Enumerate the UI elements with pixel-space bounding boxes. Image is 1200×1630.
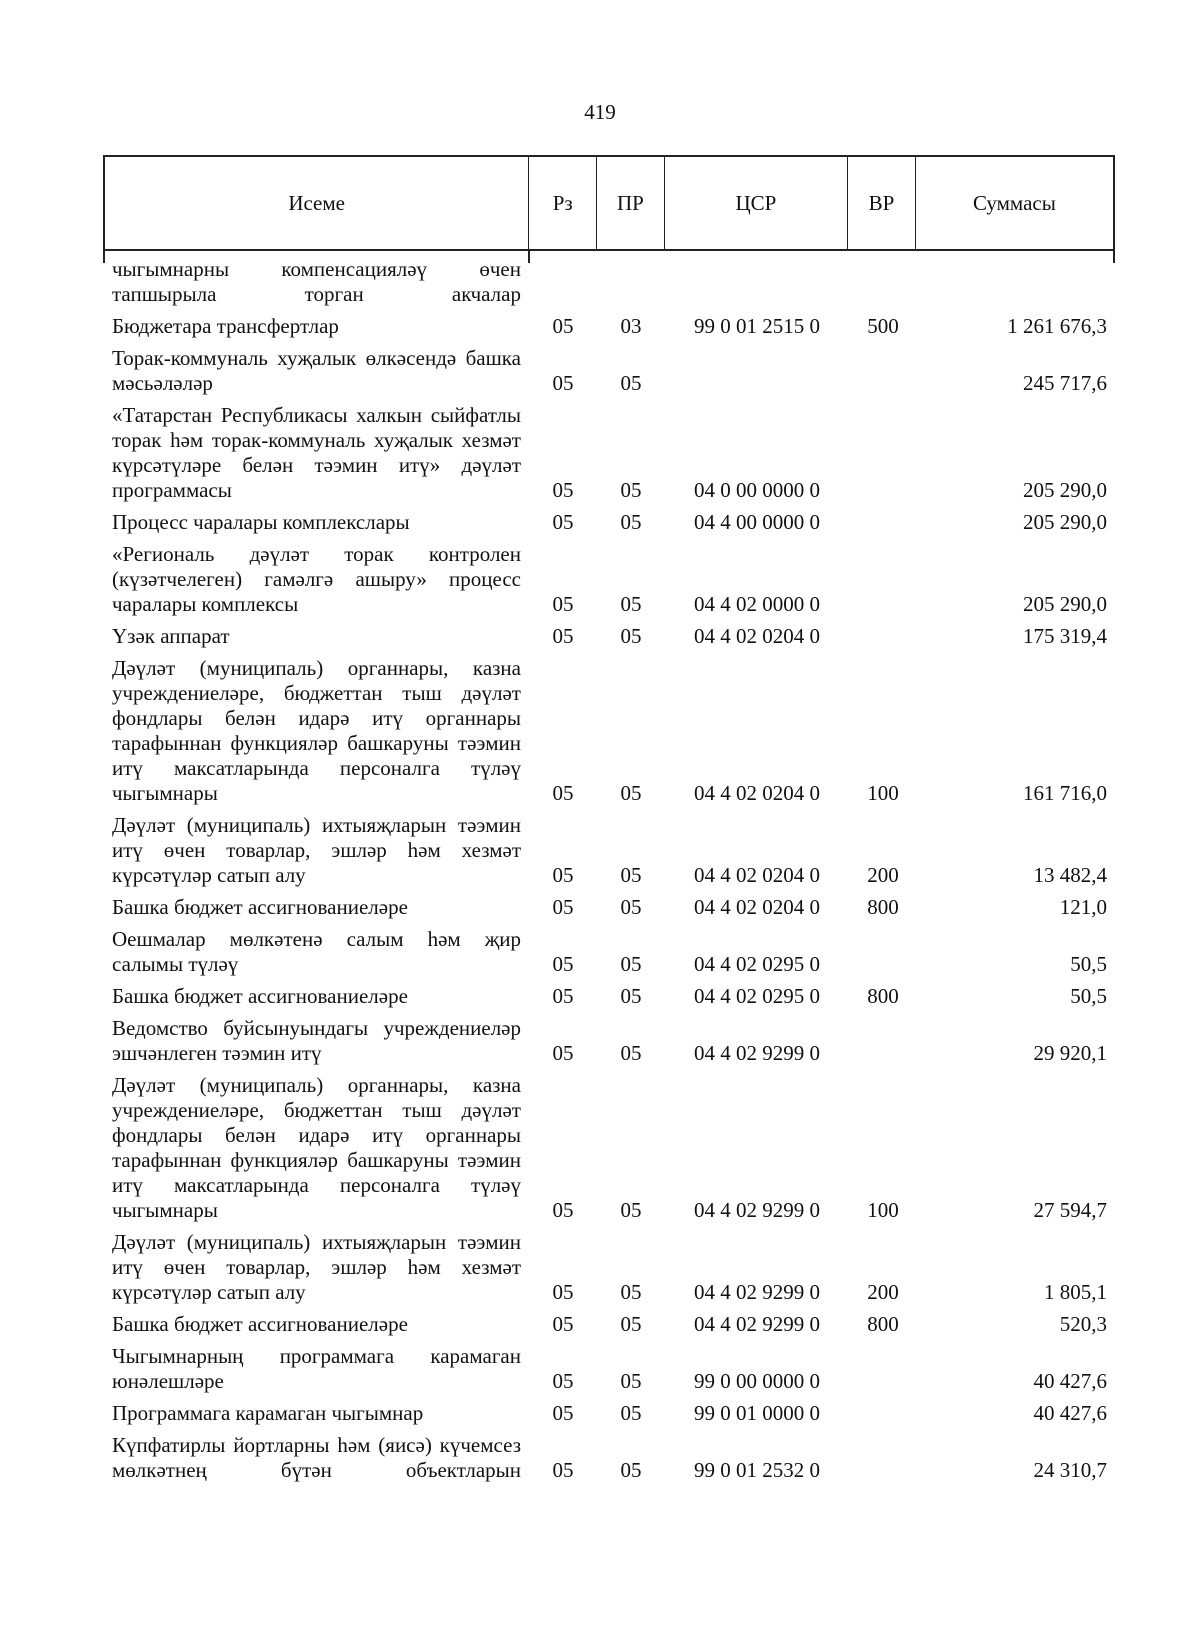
row-sum: 50,5 xyxy=(1070,952,1107,976)
row-rz: 05 xyxy=(552,1369,574,1393)
row-pr: 05 xyxy=(620,1458,642,1482)
row-name: Программага карамаган чыгымнар xyxy=(112,1401,424,1425)
row-sum: 520,3 xyxy=(1059,1312,1107,1336)
row-sum: 13 482,4 xyxy=(1033,863,1107,887)
row-csr: 99 0 01 2532 0 xyxy=(694,1458,820,1482)
table-row xyxy=(103,257,1115,312)
row-vr: 200 xyxy=(867,863,899,887)
row-rz: 05 xyxy=(552,1458,574,1482)
row-sum: 1 261 676,3 xyxy=(1007,314,1107,338)
row-pr: 05 xyxy=(620,895,642,919)
row-pr: 05 xyxy=(620,1041,642,1065)
row-csr: 99 0 01 0000 0 xyxy=(694,1401,820,1425)
table-header xyxy=(103,155,1115,251)
page-number: 419 xyxy=(584,100,616,124)
header-vr: ВР xyxy=(848,157,916,249)
row-vr: 800 xyxy=(867,895,899,919)
row-pr: 05 xyxy=(620,1198,642,1222)
row-name: чыгымнарны компенсацияләү өчен тапшырыла торган акчалар xyxy=(112,257,521,306)
row-name: Күпфатирлы йортларны һәм (яисә) күчемсез мөлкәтнең бүтән объектларын xyxy=(112,1433,521,1482)
row-vr: 100 xyxy=(867,1198,899,1222)
row-csr: 04 4 02 9299 0 xyxy=(694,1198,820,1222)
row-csr: 04 4 02 0000 0 xyxy=(694,592,820,616)
row-pr: 05 xyxy=(620,781,642,805)
row-rz: 05 xyxy=(552,781,574,805)
header-name: Исеме xyxy=(105,157,529,249)
row-name: Башка бюджет ассигнованиеләре xyxy=(112,895,408,919)
row-name: Чыгымнарның программага карамаган юнәлешләре xyxy=(112,1344,521,1393)
table-row xyxy=(103,1399,1115,1431)
row-vr: 800 xyxy=(867,1312,899,1336)
row-name: Процесс чаралары комплекслары xyxy=(112,510,410,534)
row-vr: 200 xyxy=(867,1280,899,1304)
row-rz: 05 xyxy=(552,510,574,534)
row-sum: 205 290,0 xyxy=(1023,478,1107,502)
row-pr: 05 xyxy=(620,1369,642,1393)
row-pr: 05 xyxy=(620,952,642,976)
row-rz: 05 xyxy=(552,1198,574,1222)
row-name: Дәүләт (муниципаль) ихтыяҗларын тәэмин итү өчен товарлар, эшләр һәм хезмәт күрсәтүләр сатып алу xyxy=(112,1230,521,1304)
table-body xyxy=(103,257,1115,1488)
row-rz: 05 xyxy=(552,371,574,395)
row-rz: 05 xyxy=(552,984,574,1008)
row-vr: 800 xyxy=(867,984,899,1008)
header-sum: Суммасы xyxy=(972,190,1056,215)
header-csr: ЦСР xyxy=(665,157,848,249)
row-pr: 05 xyxy=(620,510,642,534)
row-pr: 05 xyxy=(620,863,642,887)
row-pr: 05 xyxy=(620,1401,642,1425)
table-row xyxy=(103,401,1115,508)
row-pr: 05 xyxy=(620,592,642,616)
row-csr: 04 4 02 0295 0 xyxy=(694,984,820,1008)
row-rz: 05 xyxy=(552,314,574,338)
row-sum: 24 310,7 xyxy=(1033,1458,1107,1482)
row-vr: 100 xyxy=(867,781,899,805)
row-rz: 05 xyxy=(552,478,574,502)
row-csr: 99 0 00 0000 0 xyxy=(694,1369,820,1393)
row-rz: 05 xyxy=(552,592,574,616)
row-sum: 40 427,6 xyxy=(1033,1401,1107,1425)
row-csr: 04 4 02 0204 0 xyxy=(694,781,820,805)
row-name: Бюджетара трансфертлар xyxy=(112,314,339,338)
row-pr: 05 xyxy=(620,371,642,395)
row-csr: 04 4 02 0204 0 xyxy=(694,863,820,887)
row-sum: 40 427,6 xyxy=(1033,1369,1107,1393)
row-csr: 04 4 00 0000 0 xyxy=(694,510,820,534)
table-row xyxy=(103,1310,1115,1342)
row-csr: 99 0 01 2515 0 xyxy=(694,314,820,338)
row-csr: 04 4 02 0295 0 xyxy=(694,952,820,976)
row-csr: 04 4 02 0204 0 xyxy=(694,895,820,919)
row-rz: 05 xyxy=(552,1280,574,1304)
row-name: «Татарстан Республикасы халкын сыйфатлы торак һәм торак-коммуналь хуҗалык хезмәт күрсәтүләре белән тәэмин итү» дәүләт программасы xyxy=(112,403,521,502)
row-pr: 03 xyxy=(620,314,642,338)
row-csr: 04 4 02 9299 0 xyxy=(694,1312,820,1336)
row-pr: 05 xyxy=(620,478,642,502)
row-sum: 27 594,7 xyxy=(1033,1198,1107,1222)
table-row xyxy=(103,1342,1115,1399)
row-rz: 05 xyxy=(552,1312,574,1336)
table-row xyxy=(103,540,1115,622)
row-pr: 05 xyxy=(620,1312,642,1336)
row-name: Дәүләт (муниципаль) органнары, казна учреждениеләре, бюджеттан тыш дәүләт фондлары белән идарә итү органнары тарафыннан функцияләр башкаруны тәэмин итү максатларында персоналга түләү чыгымнары xyxy=(112,656,521,805)
row-pr: 05 xyxy=(620,624,642,648)
row-rz: 05 xyxy=(552,895,574,919)
row-name: Дәүләт (муниципаль) органнары, казна учреждениеләре, бюджеттан тыш дәүләт фондлары белән идарә итү органнары тарафыннан функцияләр башкаруны тәэмин итү максатларында персоналга түләү чыгымнары xyxy=(112,1073,521,1222)
row-csr: 04 0 00 0000 0 xyxy=(694,478,820,502)
row-csr: 04 4 02 0204 0 xyxy=(694,624,820,648)
table-row xyxy=(103,893,1115,925)
table-row xyxy=(103,1071,1115,1228)
table-row xyxy=(103,925,1115,982)
row-rz: 05 xyxy=(552,1041,574,1065)
table-row xyxy=(103,1228,1115,1310)
row-name: Дәүләт (муниципаль) ихтыяҗларын тәэмин итү өчен товарлар, эшләр һәм хезмәт күрсәтүләр сатып алу xyxy=(112,813,521,887)
row-rz: 05 xyxy=(552,952,574,976)
row-sum: 245 717,6 xyxy=(1023,371,1107,395)
table-row xyxy=(103,811,1115,893)
table-row xyxy=(103,982,1115,1014)
row-pr: 05 xyxy=(620,984,642,1008)
row-sum: 29 920,1 xyxy=(1033,1041,1107,1065)
row-name: Башка бюджет ассигнованиеләре xyxy=(112,984,408,1008)
row-csr: 04 4 02 9299 0 xyxy=(694,1280,820,1304)
row-sum: 50,5 xyxy=(1070,984,1107,1008)
row-vr: 500 xyxy=(867,314,899,338)
row-rz: 05 xyxy=(552,863,574,887)
table-row xyxy=(103,654,1115,811)
row-sum: 121,0 xyxy=(1059,895,1107,919)
table-row xyxy=(103,1431,1115,1488)
row-sum: 205 290,0 xyxy=(1023,510,1107,534)
header-pr: ПР xyxy=(597,157,665,249)
row-sum: 205 290,0 xyxy=(1023,592,1107,616)
table-row xyxy=(103,1014,1115,1071)
row-rz: 05 xyxy=(552,624,574,648)
row-pr: 05 xyxy=(620,1280,642,1304)
table-row xyxy=(103,312,1115,344)
header-rz: Рз xyxy=(529,157,597,249)
row-name: Башка бюджет ассигнованиеләре xyxy=(112,1312,408,1336)
table-row xyxy=(103,622,1115,654)
table-row xyxy=(103,344,1115,401)
row-name: Ведомство буйсынуындагы учреждениеләр эшчәнлеген тәэмин итү xyxy=(112,1016,521,1065)
row-name: «Региональ дәүләт торак контролен (күзәтчелеген) гамәлгә ашыру» процесс чаралары комплексы xyxy=(112,542,521,616)
row-sum: 161 716,0 xyxy=(1023,781,1107,805)
row-rz: 05 xyxy=(552,1401,574,1425)
row-sum: 1 805,1 xyxy=(1044,1280,1107,1304)
row-sum: 175 319,4 xyxy=(1023,624,1107,648)
row-name: Үзәк аппарат xyxy=(112,624,230,648)
row-csr: 04 4 02 9299 0 xyxy=(694,1041,820,1065)
table-row xyxy=(103,508,1115,540)
row-name: Оешмалар мөлкәтенә салым һәм җир салымы түләү xyxy=(112,927,521,976)
row-name: Торак-коммуналь хуҗалык өлкәсендә башка мәсьәләләр xyxy=(112,346,521,395)
